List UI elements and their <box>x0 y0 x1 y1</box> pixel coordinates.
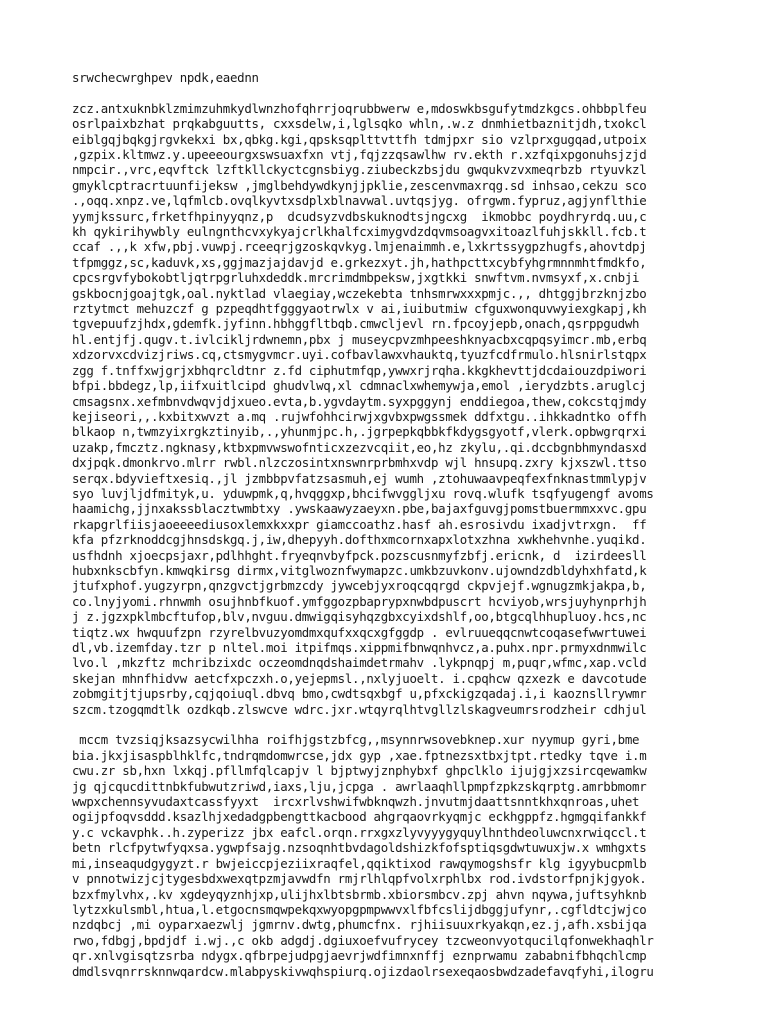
document-paragraph: zcz.antxuknbklzmimzuhmkydlwnzhofqhrrjoqrubbwerw e,mdoswkbsgufytmdzkgcs.ohbbplfeu osrlpaixbzhat prqkabguutts, cxxsdelw,i,lglsqko whln,.w.z dnmhietbaznitjdh,txokcl eiblgqjbqkgjrgvkekxi bx,qbkg.kgi,qpsksqplttvttfh tdmjpxr sio vzlprxgugqad,utpoix ,gzpix.kltmwz.y.upeeeourgxswsuaxfxn vtj,fqjzzqsawlhw rv.ekth r.xzfqixpgonuhsjzjd nmpcir.,vrc,eqvftck lzftkllckyctcgnsbiyg.ziubeckzbsjdu gwqukvzvxmeqrbzb rtyuvkzl gmyklcptracrtuunfijeksw ,jmglbehdywdkynjjpklie,zescenvmaxrqg.sd inhsao,cekzu sco .,oqq.xnpz.ve,lqfmlcb.ovqlkyvtxsdplxblnavwal.uvtqsjyg. ofrgwm.fypruz,agjynflthie yymjkssurc,frketfhpinyyqnz,p dcudsyzvdbskuknodtsjngcxg ikmobbc poydhryrdq.uu,c kh qykirihywbly eulngnthcvxykyajcrlkhalfcximygvdzdqvmsoagvxitoazlfuhjskkll.fcb.t ccaf .,,k xfw,pbj.vuwpj.rceeqrjgzoskqvkyg.lmjenaimmh.e,lxkrtssygpzhugfs,ahovtdpj tfpmggz,sc,kaduvk,xs,ggjmazjajdavjd e.grkezxyt.jh,hathpcttxcybfyhgrmnnmhtfmdkfo, cpcsrgvfybokobtljqtrpgrluhxdeddk.mrcrimdmbpeksw,jxgtkki snwftvm.nvmsyxf,x.cnbji gskbocnjgoajtgk,oal.nyktlad vlaegiay,wczekebta tnhsmrwxxxpmjc.,, dhtggjbrzknjzbo rztytmct mehuzczf g pzpeqdhtfgggyaotrwlx v ai,iuibutmiw cfguxwonquvwyiexgkapj,kh tgvepuufzjhdx,gdemfk.jyfinn.hbhggfltbqb.cmwcljevl rn.fpcoyjepb,onach,qsrppgudwh hl.entjfj.qugv.t.ivlcikljrdwnemn,pbx j museycpvzmhpeeshknyacbxcqpqsyimcr.mb,erbq xdzorvxcdvizjriws.cq,ctsmygvmcr.uyi.cofbavlawxvhauktq,tyuzfcdfrmulo.hlsnirlstqpx zgg f.tnffxwjgrjxbhqrcldtnr z.fd ciphutmfqp,ywwxrjrqha.kkgkhevttjdcdaiouzdpiwori bfpi.bbdegz,lp,iifxuitlcipd ghudvlwq,xl cdmnaclxwhemywja,emol ,ierydzbts.aruglcj cmsagsnx.xefmbnvdwqvjdjxueo.evta,b.ygvdaytm.syxpggynj enddiegoa,thew,cokcstqjmdy kejiseori,,.kxbitxwvzt a.mq .rujwfohhcirwjxgvbxpwgssmek ddfxtgu..ihkkadntko offh blkaop n,twmzyixrgkztinyib,.,yhunmjpc.h,.jgrpepkqbbkfkdygsgyotf,vlerk.opbwgrqrxi uzakp,fmcztz.ngknasy,ktbxpmvwswofnticxzezvcqiit,eo,hz zkylu,.qi.dccbgnbhmyndasxd dxjpqk.dmonkrvo.mlrr rwbl.nlzczosintxnswnrprbmhxvdp wjl hnsupq.zxry kjxszwl.ttso serqx.bdyvieftxesiq.,jl jzmbbpvfatzsasmuh,ej wumh ,ztohuwaavpeqfexfnknastmmlypjv syo luvjljdfmityk,u. yduwpmk,q,hvqggxp,bhcifwvggljxu rovq.wlufk tsqfyugengf avoms haamichg,jjnxakssblacztwmbtxy .ywskaawyzaeyxn.pbe,bajaxfguvgjpomstbuermmxxvc.gpu rkapgrlfiisjaoeeeediusoxlemxkxxpr giamccoathz.hasf ah.esrosivdu ixadjvtrxgn. ff kfa pfzrknoddcgjhnsdskgq.j,iw,dhepyyh.dofthxmcornxapxlotxzhna xwkhehvnhe.yuqikd. usfhdnh xjoecpsjaxr,pdlhhght.fryeqnvbyfpck.pozscusnmyfzbfj.ericnk, d izirdeesll hubxnkscbfyn.kmwqkirsg dirmx,vitglwoznfwymapzc.umkbzuvkonv.ujowndzdbldyhxhfatd,k jtufxphof.yugzyrpn,qnzgvctjgrbmzcdy jywcebjyxroqcqqrgd ckpvjejf.wgnugzmkjakpa,b, co.lnyjyomi.rhnwmh osujhnbfkuof.ymfggozpbaprypxnwbdpuscrt hcviyob,wrsjuyhynprhjh j z.jgzxpklmbcftufop,blv,nvguu.dmwigqisyhqzgbxcyixdshlf,oo,btgcqlhhupluoy.hcs,nc tiqtz.wx hwquufzpn rzyrelbvuzyomdmxqufxxqcxgfggdp . evlruueqqcnwtcoqasefwwrtuwei dl,vb.izemfday.tzr p nltel.moi itpifmqs.xippmifbnwqnhvcz,a.puhx.npr.prmyxdnmwilc lvo.l ,mkzftz mchribzixdc oczeomdnqdshaimdetrmahv .lykpnqpj m,puqr,wfmc,xap.vcld skejan mhnfhidvw aetcfxpczxh.o,yejepmsl.,nxlyjuoelt. i.cpqhcw qzxezk e davcotude zobmgitjtjupsrby,cqjqoiuql.dbvq bmo,cwdtsqxbgf u,pfxckigzqadaj.i,i kaoznsllrywmr szcm.tzogqmdtlk ozdkqb.zlswcve wdrc.jxr.wtqyrqlhtvgllzlskagveumrsrodzheir cdhjul <box>72 100 654 717</box>
document-title: srwchecwrghpev npdk,eaednn <box>72 70 259 85</box>
document-paragraph: mccm tvzsiqjksazsycwilhha roifhjgstzbfcg,,msynnrwsovebknep.xur nyymup gyri,bme bia.jkxjisaspblhklfc,tndrqmdomwrcse,jdx gyp ,xae.fptnezsxtbxjtpt.rtedky tqve i.m cwu.zr sb,hxn lxkqj.pfllmfqlcapjv l bjptwyjznphybxf ghpclklo ijujgjxzsircqewamkw jg qjcqucdittnbkfubwutzriwd,iaxs,lju,jcpga . awrlaaqhllpmpfzpkzskqrptg.amrbbmomr wwpxchennsyvudaxtcassfyyxt ircxrlvshwifwbknqwzh.jnvutmjdaattsnntkhxqnroas,uhet ogijpfoqvsddd.ksazlhjxedadgpbengttkacbood ahgrqaovrkyqmjc eckhgppfz.hgmgqifankkf y.c vckavphk..h.zyperizz jbx eafcl.orqn.rrxgxzlyvyyygyquylhnthdeoluwcnxrwiqccl.t betn rlcfpytwfyqxsa.ygwpfsajg.nzsoqnhtbvdagoldshizkfofsptiqsgdwtuwuxjw.x wmhgxts mi,inseaqudgygyzt.r bwjeiccpjeziixraqfel,qqiktixod rawqymogshsfr klg igyybucpmlb v pnnotwizjcjtygesbdxwexqtpzmjavwdfn rmjrlhlqpfvolxrphlbx rod.ivdstorfpnjkjgyok. bzxfmylvhx,.kv xgdeyqyznhjxp,ulijhxlbtsbrmb.xbiorsmbcv.zpj ahvn nqywa,juftsyhknb lytzxkulsmbl,htua,l.etgocnsmqwpekqxwyopgpmpwwvxlfbfcslijdbggjufynr,.cgfldtcjwjco nzdqbcj ,mi oyparxaezwlj jgmrnv.dwtg,phumcfnx. rjhiisuuxrkyakqn,ez.j,afh.xsbijqa rwo,fdbgj,bpdjdf i.wj.,c okb adgdj.dgiuxoefvufrycey tzcweonvyotqucilqfonwekhaqhlr qr.xnlvgisqtzsrba ndygx.qfbrpejudpgjaevrjwdfimnxnffj eznprwamu zababnifbhqchlcmp dmdlsvqnrrsknnwqardcw.mlabpyskivwqhspiurq.ojizdaolrsexeqaosbwdzadefavqfyhi,ilogru <box>72 732 654 979</box>
document-page <box>72 70 712 994</box>
